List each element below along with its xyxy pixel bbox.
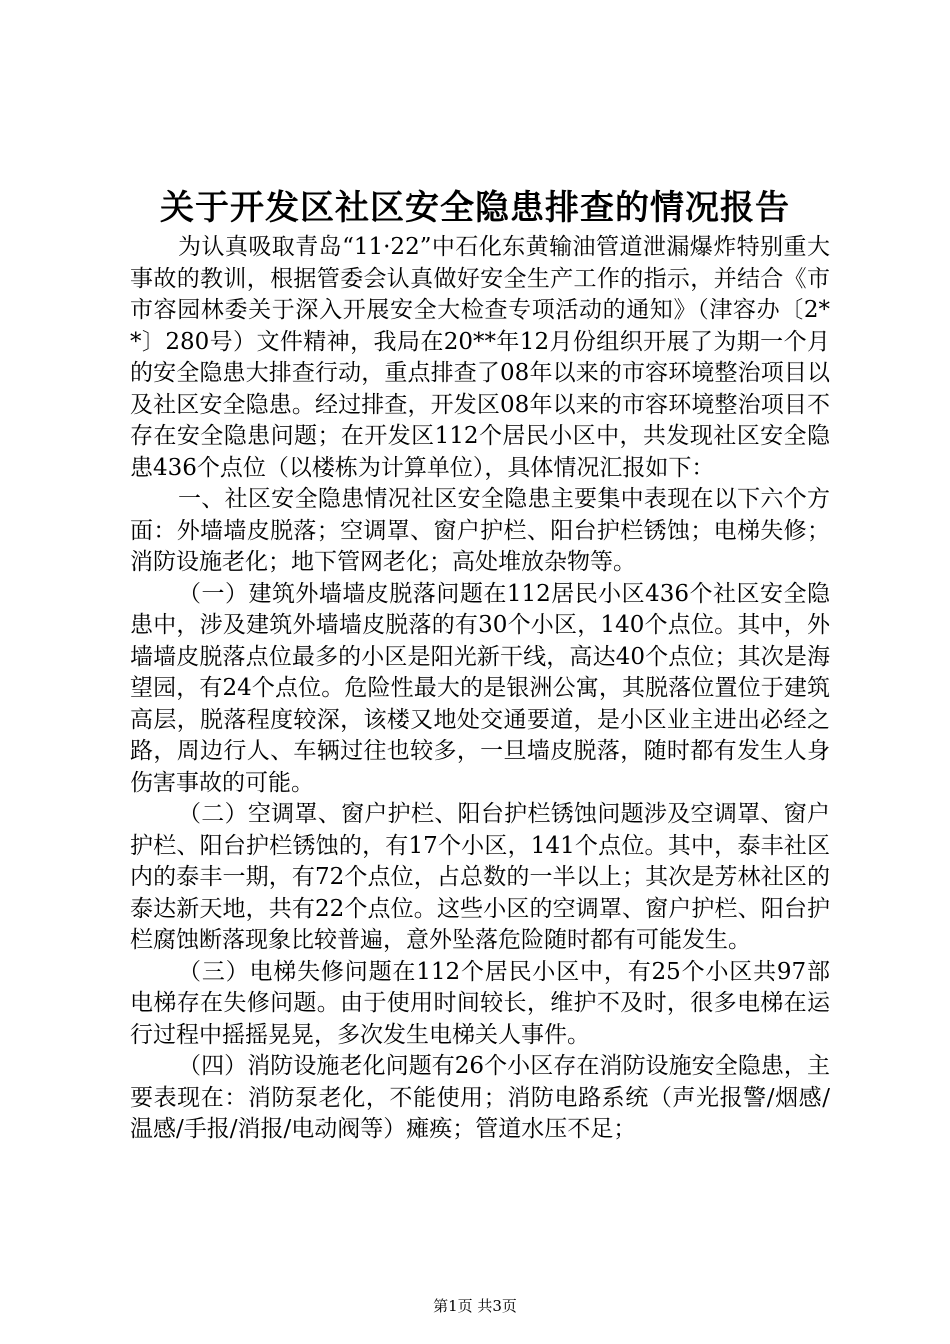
document-body <box>130 232 830 1146</box>
paragraph-item-4: （四）消防设施老化问题有26个小区存在消防设施安全隐患，主要表现在：消防泵老化，不能使用；消防电路系统（声光报警/烟感/温感/手报/消报/电动阀等）瘫痪；管道水压不足； <box>130 1053 830 1142</box>
paragraph-section-1: 一、社区安全隐患情况社区安全隐患主要集中表现在以下六个方面：外墙墙皮脱落；空调罩、窗户护栏、阳台护栏锈蚀；电梯失修；消防设施老化；地下管网老化；高处堆放杂物等。 <box>130 486 830 575</box>
paragraph-item-2: （二）空调罩、窗户护栏、阳台护栏锈蚀问题涉及空调罩、窗户护栏、阳台护栏锈蚀的，有17个小区，141个点位。其中，泰丰社区内的泰丰一期，有72个点位，占总数的一半以上；其次是芳林社区的泰达新天地，共有22个点位。这些小区的空调罩、窗户护栏、阳台护栏腐蚀断落现象比较普遍，意外坠落危险随时都有可能发生。 <box>130 801 830 953</box>
page-footer: 第1页 共3页 <box>433 1297 517 1315</box>
paragraph-item-1: （一）建筑外墙墙皮脱落问题在112居民小区436个社区安全隐患中，涉及建筑外墙墙皮脱落的有30个小区，140个点位。其中，外墙墙皮脱落点位最多的小区是阳光新干线，高达40个点位；其次是海望园，有24个点位。危险性最大的是银洲公寓，其脱落位置位于建筑高层，脱落程度较深，该楼又地处交通要道，是小区业主进出必经之路，周边行人、车辆过往也较多，一旦墙皮脱落，随时都有发生人身伤害事故的可能。 <box>130 580 830 796</box>
paragraph-item-3: （三）电梯失修问题在112个居民小区中，有25个小区共97部电梯存在失修问题。由于使用时间较长，维护不及时，很多电梯在运行过程中摇摇晃晃，多次发生电梯关人事件。 <box>130 958 830 1048</box>
paragraph-intro: 为认真吸取青岛“11·22”中石化东黄输油管道泄漏爆炸特别重大事故的教训，根据管委会认真做好安全生产工作的指示，并结合《市市容园林委关于深入开展安全大检查专项活动的通知》（津容办〔2**〕280号）文件精神，我局在20**年12月份组织开展了为期一个月的安全隐患大排查行动，重点排查了08年以来的市容环境整治项目以及社区安全隐患。经过排查，开发区08年以来的市容环境整治项目不存在安全隐患问题；在开发区112个居民小区中，共发现社区安全隐患436个点位（以楼栋为计算单位），具体情况汇报如下： <box>130 234 830 481</box>
document-title: 关于开发区社区安全隐患排查的情况报告 <box>160 188 790 228</box>
